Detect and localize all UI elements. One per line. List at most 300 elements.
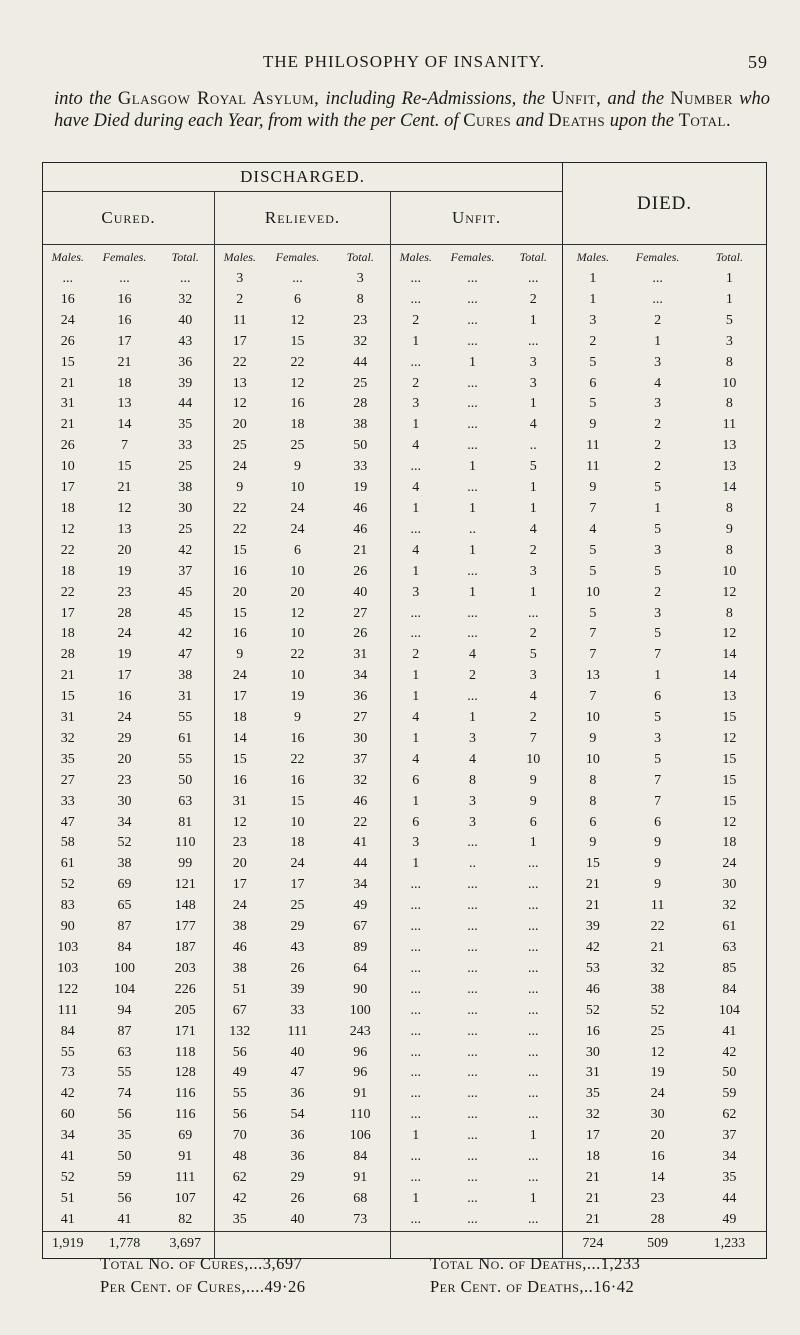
table-cell: 10 xyxy=(290,563,305,579)
table-cell: 1 xyxy=(563,269,623,290)
table-cell: 26 xyxy=(290,1190,305,1206)
table-row xyxy=(43,541,767,562)
intro-part: who have Died during each Year, from with the per Cent. of xyxy=(54,89,770,131)
table-cell: 10 xyxy=(290,480,305,496)
table-cell: 5 xyxy=(654,710,662,726)
table-cell: 5 xyxy=(654,521,662,537)
table-cell: 21 xyxy=(563,1168,623,1189)
died-header: DIED. xyxy=(563,163,767,245)
table-cell: 24 xyxy=(215,896,265,917)
column-header: Females. xyxy=(265,245,331,270)
table-cell: 12 xyxy=(43,520,93,541)
table-cell: 25 xyxy=(178,521,193,537)
table-cell: 63 xyxy=(693,938,767,959)
table-cell: 16 xyxy=(43,290,93,311)
table-cell: 32 xyxy=(693,896,767,917)
table-cell: 5 xyxy=(563,353,623,374)
table-cell: 1 xyxy=(529,312,537,328)
table-cell: ... xyxy=(467,291,478,307)
intro-asylum-name: Glasgow Royal Asylum, xyxy=(117,89,320,109)
table-cell: 7 xyxy=(654,772,662,788)
table-cell: 17 xyxy=(117,333,132,349)
table-cell: 40 xyxy=(353,584,368,600)
table-cell: 4 xyxy=(391,708,441,729)
table-cell: 74 xyxy=(117,1086,132,1102)
table-cell: 203 xyxy=(174,960,196,976)
column-header: Total. xyxy=(157,245,215,270)
table-cell: 33 xyxy=(178,438,193,454)
table-cell: ... xyxy=(467,1065,478,1081)
table-cell: 3 xyxy=(563,311,623,332)
table-cell: 22 xyxy=(650,919,665,935)
table-cell: 44 xyxy=(178,396,193,412)
table-cell: 12 xyxy=(693,624,767,645)
table-cell: 29 xyxy=(290,1169,305,1185)
table-row xyxy=(43,332,767,353)
table-cell: 31 xyxy=(178,689,193,705)
table-cell: ... xyxy=(528,605,539,621)
table-cell: ... xyxy=(391,875,441,896)
table-cell: 16 xyxy=(117,291,132,307)
table-cell: 87 xyxy=(117,919,132,935)
table-cell: 46 xyxy=(215,938,265,959)
table-cell: ... xyxy=(467,396,478,412)
table-cell: 4 xyxy=(529,521,537,537)
table-cell: 116 xyxy=(175,1107,196,1123)
table-cell: 38 xyxy=(215,959,265,980)
table-cell: ... xyxy=(180,271,191,286)
table-cell: ... xyxy=(391,1210,441,1231)
table-cell: 14 xyxy=(693,666,767,687)
table-cell: 22 xyxy=(290,647,305,663)
table-cell: 16 xyxy=(117,312,132,328)
table-cell: 2 xyxy=(391,374,441,395)
table-cell: 17 xyxy=(215,875,265,896)
table-cell: 128 xyxy=(174,1065,196,1081)
table-cell: 42 xyxy=(693,1043,767,1064)
table-cell: 34 xyxy=(43,1126,93,1147)
table-cell: 5 xyxy=(654,563,662,579)
table-cell: 17 xyxy=(117,668,132,684)
table-cell: 118 xyxy=(175,1044,196,1060)
table-cell: 52 xyxy=(563,1001,623,1022)
table-cell: 47 xyxy=(43,813,93,834)
table-cell: 6 xyxy=(654,814,662,830)
table-cell: 1 xyxy=(469,354,476,370)
table-cell: 40 xyxy=(178,312,193,328)
table-cell: 7 xyxy=(563,499,623,520)
table-row xyxy=(43,499,767,520)
table-cell: 55 xyxy=(178,751,193,767)
table-cell: 1 xyxy=(469,500,476,516)
table-cell: 29 xyxy=(290,919,305,935)
table-cell: 17 xyxy=(43,604,93,625)
table-cell: 41 xyxy=(353,835,368,851)
table-cell: ... xyxy=(467,1128,478,1144)
table-cell: .. xyxy=(469,521,476,537)
table-cell: 36 xyxy=(290,1149,305,1165)
table-cell: ... xyxy=(292,271,303,286)
table-cell: ... xyxy=(528,1169,539,1185)
table-cell: ... xyxy=(467,1149,478,1165)
table-cell: 10 xyxy=(563,708,623,729)
table-cell: 1 xyxy=(529,500,537,516)
table-cell: ... xyxy=(528,919,539,935)
table-cell: 85 xyxy=(693,959,767,980)
table-cell: 34 xyxy=(693,1147,767,1168)
table-cell: 28 xyxy=(353,396,368,412)
table-row xyxy=(43,792,767,813)
table-cell: 10 xyxy=(290,814,305,830)
table-cell: 83 xyxy=(43,896,93,917)
table-cell: 100 xyxy=(349,1002,371,1018)
table-cell: 23 xyxy=(650,1190,665,1206)
table-cell: 226 xyxy=(174,981,196,997)
table-cell: 90 xyxy=(43,917,93,938)
table-cell: 21 xyxy=(353,542,368,558)
table-cell: 47 xyxy=(290,1065,305,1081)
table-cell: 55 xyxy=(178,710,193,726)
table-cell: 22 xyxy=(290,751,305,767)
table-cell: 67 xyxy=(215,1001,265,1022)
table-cell: 31 xyxy=(563,1063,623,1084)
table-cell: 30 xyxy=(117,793,132,809)
table-cell: 23 xyxy=(117,772,132,788)
table-cell: 99 xyxy=(178,856,193,872)
table-cell: ... xyxy=(467,1086,478,1102)
table-cell: 9 xyxy=(693,520,767,541)
table-cell: 111 xyxy=(175,1169,196,1185)
table-cell: 19 xyxy=(117,563,132,579)
table-cell: 32 xyxy=(650,960,665,976)
table-cell: 35 xyxy=(178,417,193,433)
table-row xyxy=(43,875,767,896)
table-cell: 1 xyxy=(469,584,476,600)
table-cell: 13 xyxy=(117,396,132,412)
table-row xyxy=(43,269,767,290)
table-cell: ... xyxy=(528,333,539,349)
table-cell: 243 xyxy=(349,1023,371,1039)
table-cell: 31 xyxy=(353,647,368,663)
table-cell: ... xyxy=(391,1105,441,1126)
table-cell: 59 xyxy=(693,1084,767,1105)
table-cell: 22 xyxy=(43,583,93,604)
table-cell: 10 xyxy=(43,457,93,478)
table-cell: 5 xyxy=(693,311,767,332)
table-cell: 30 xyxy=(563,1043,623,1064)
table-cell: ... xyxy=(391,624,441,645)
table-cell: 21 xyxy=(563,1210,623,1231)
table-cell: ... xyxy=(391,1084,441,1105)
table-cell: ... xyxy=(391,457,441,478)
table-cell: 177 xyxy=(174,919,196,935)
table-cell: 5 xyxy=(529,459,537,475)
table-cell: 116 xyxy=(175,1086,196,1102)
table-cell: 52 xyxy=(650,1002,665,1018)
table-cell: 50 xyxy=(693,1063,767,1084)
total-cell: 1,778 xyxy=(93,1231,157,1258)
cures-percent-line: Per Cent. of Cures,....49·26 xyxy=(100,1277,306,1296)
column-header: Males. xyxy=(563,245,623,270)
table-cell: 69 xyxy=(117,877,132,893)
table-cell: 21 xyxy=(563,875,623,896)
table-cell: 21 xyxy=(43,374,93,395)
table-cell: ... xyxy=(467,271,478,286)
table-cell: 2 xyxy=(469,668,476,684)
table-cell: 22 xyxy=(290,354,305,370)
table-cell: 10 xyxy=(290,668,305,684)
table-cell: 45 xyxy=(178,605,193,621)
table-cell: 84 xyxy=(693,980,767,1001)
table-cell: 38 xyxy=(353,417,368,433)
table-cell: 28 xyxy=(650,1211,665,1227)
table-cell: ... xyxy=(528,1044,539,1060)
table-cell: 8 xyxy=(693,604,767,625)
table-cell: 18 xyxy=(43,499,93,520)
table-cell: 121 xyxy=(174,877,196,893)
table-cell: 21 xyxy=(117,480,132,496)
table-cell: 37 xyxy=(693,1126,767,1147)
deaths-percent-line: Per Cent. of Deaths,..16·42 xyxy=(430,1277,635,1296)
table-cell: 15 xyxy=(215,604,265,625)
table-cell: 41 xyxy=(693,1022,767,1043)
table-cell: 20 xyxy=(117,542,132,558)
table-cell: 12 xyxy=(290,605,305,621)
table-cell: 8 xyxy=(693,353,767,374)
table-cell: 1 xyxy=(529,1128,537,1144)
table-cell: 94 xyxy=(117,1002,132,1018)
table-cell: 68 xyxy=(353,1190,368,1206)
column-header: Males. xyxy=(215,245,265,270)
table-cell: 16 xyxy=(215,562,265,583)
table-cell: 35 xyxy=(117,1128,132,1144)
table-cell: 9 xyxy=(563,415,623,436)
table-cell: 9 xyxy=(563,729,623,750)
table-cell: ... xyxy=(467,1211,478,1227)
table-cell: ... xyxy=(467,940,478,955)
table-cell: 2 xyxy=(215,290,265,311)
table-cell: ... xyxy=(467,1190,478,1206)
table-cell: 14 xyxy=(693,645,767,666)
table-row xyxy=(43,813,767,834)
table-cell: 90 xyxy=(353,981,368,997)
table-cell: 26 xyxy=(43,332,93,353)
table-cell: 14 xyxy=(693,478,767,499)
table-row xyxy=(43,1001,767,1022)
table-cell: 6 xyxy=(563,374,623,395)
table-row xyxy=(43,1043,767,1064)
table-cell: 110 xyxy=(175,835,196,851)
table-row xyxy=(43,771,767,792)
table-cell: 18 xyxy=(117,375,132,391)
table-cell: 49 xyxy=(215,1063,265,1084)
table-row xyxy=(43,1084,767,1105)
table-cell: 25 xyxy=(650,1023,665,1039)
table-cell: 52 xyxy=(43,1168,93,1189)
table-cell: 15 xyxy=(215,750,265,771)
table-cell: 24 xyxy=(117,710,132,726)
table-cell: 6 xyxy=(294,542,301,558)
table-row xyxy=(43,374,767,395)
table-cell: 18 xyxy=(290,417,305,433)
table-cell: 56 xyxy=(215,1043,265,1064)
table-cell: 3 xyxy=(654,605,662,621)
table-cell: 84 xyxy=(353,1149,368,1165)
table-cell: 19 xyxy=(650,1065,665,1081)
table-cell: 13 xyxy=(693,457,767,478)
table-cell: 42 xyxy=(178,626,193,642)
table-cell: 30 xyxy=(178,500,193,516)
table-cell: 10 xyxy=(693,374,767,395)
table-cell: 38 xyxy=(117,856,132,872)
table-cell: 7 xyxy=(654,647,662,663)
table-cell: ... xyxy=(528,1211,539,1227)
table-cell: 24 xyxy=(117,626,132,642)
table-cell: 40 xyxy=(290,1211,305,1227)
table-cell: 30 xyxy=(693,875,767,896)
table-cell: 148 xyxy=(174,898,196,914)
table-cell: 69 xyxy=(178,1128,193,1144)
table-cell: ... xyxy=(467,417,478,433)
total-cell: 1,919 xyxy=(43,1231,93,1258)
table-cell: 84 xyxy=(43,1022,93,1043)
table-row xyxy=(43,624,767,645)
table-cell: 65 xyxy=(117,898,132,914)
table-cell: 5 xyxy=(563,394,623,415)
table-cell: ... xyxy=(467,919,478,935)
table-cell: 9 xyxy=(563,833,623,854)
table-cell: ... xyxy=(528,981,539,997)
table-cell: 104 xyxy=(114,981,135,997)
table-cell: 28 xyxy=(43,645,93,666)
table-cell: 4 xyxy=(391,541,441,562)
table-cell: 42 xyxy=(563,938,623,959)
table-cell: 26 xyxy=(353,563,368,579)
table-cell: 37 xyxy=(353,751,368,767)
table-cell: 8 xyxy=(563,792,623,813)
table-cell: 107 xyxy=(174,1190,196,1206)
table-cell: 111 xyxy=(43,1001,93,1022)
table-row xyxy=(43,938,767,959)
table-cell: 12 xyxy=(693,729,767,750)
table-cell: 9 xyxy=(529,793,537,809)
intro-total: Total. xyxy=(678,111,732,131)
table-cell: 26 xyxy=(290,960,305,976)
table-cell: 1 xyxy=(469,459,476,475)
table-cell: 12 xyxy=(215,394,265,415)
table-cell: ... xyxy=(467,312,478,328)
column-header: Females. xyxy=(93,245,157,270)
table-cell: 17 xyxy=(215,332,265,353)
table-cell: 110 xyxy=(350,1107,371,1123)
table-cell: 2 xyxy=(391,645,441,666)
table-cell: 26 xyxy=(353,626,368,642)
table-row xyxy=(43,583,767,604)
table-cell: 9 xyxy=(654,835,662,851)
table-cell: ... xyxy=(528,1023,539,1039)
table-cell: 91 xyxy=(353,1169,368,1185)
table-cell: 9 xyxy=(215,478,265,499)
table-cell: 1 xyxy=(391,562,441,583)
table-cell: 14 xyxy=(215,729,265,750)
table-cell: 3 xyxy=(654,542,662,558)
table-cell: 91 xyxy=(178,1149,193,1165)
table-cell: 11 xyxy=(693,415,767,436)
intro-cures: Cures xyxy=(463,111,512,131)
column-header: Females. xyxy=(441,245,505,270)
table-cell: 5 xyxy=(654,626,662,642)
table-cell: 32 xyxy=(43,729,93,750)
table-cell: 41 xyxy=(117,1211,132,1227)
table-cell: 7 xyxy=(563,645,623,666)
table-cell: 3 xyxy=(529,563,537,579)
table-cell: 56 xyxy=(117,1107,132,1123)
table-cell: 1 xyxy=(391,332,441,353)
table-row xyxy=(43,687,767,708)
table-cell: 38 xyxy=(215,917,265,938)
table-cell: ... xyxy=(467,563,478,579)
table-cell: ... xyxy=(467,689,478,705)
page-number: 59 xyxy=(748,52,768,72)
table-cell: 7 xyxy=(563,624,623,645)
table-cell: 44 xyxy=(693,1189,767,1210)
table-cell: 1 xyxy=(529,396,537,412)
table-row xyxy=(43,1022,767,1043)
table-cell: 22 xyxy=(215,499,265,520)
table-cell: 38 xyxy=(178,480,193,496)
table-cell: 41 xyxy=(43,1210,93,1231)
table-cell: ... xyxy=(528,1002,539,1018)
table-cell: 2 xyxy=(654,417,662,433)
table-cell: 171 xyxy=(174,1023,196,1039)
table-cell: 50 xyxy=(117,1149,132,1165)
table-cell: 6 xyxy=(391,771,441,792)
table-cell: 104 xyxy=(693,1001,767,1022)
table-cell: 11 xyxy=(563,457,623,478)
table-cell: 35 xyxy=(215,1210,265,1231)
table-cell: 12 xyxy=(650,1044,665,1060)
table-cell: 13 xyxy=(117,521,132,537)
table-cell: 67 xyxy=(353,919,368,935)
table-cell: 8 xyxy=(693,394,767,415)
table-cell: 46 xyxy=(563,980,623,1001)
table-cell: 10 xyxy=(290,626,305,642)
table-cell: 6 xyxy=(294,291,301,307)
table-cell: ... xyxy=(391,938,441,959)
table-cell: 34 xyxy=(353,668,368,684)
table-cell: ... xyxy=(391,959,441,980)
table-cell: 64 xyxy=(353,960,368,976)
table-cell: 12 xyxy=(693,583,767,604)
table-cell: 87 xyxy=(117,1023,132,1039)
table-cell: 1 xyxy=(693,269,767,290)
table-cell: 15 xyxy=(693,708,767,729)
table-cell: 18 xyxy=(43,562,93,583)
table-cell: 17 xyxy=(215,687,265,708)
table-cell: 24 xyxy=(693,854,767,875)
table-cell: 15 xyxy=(43,687,93,708)
table-cell: 32 xyxy=(563,1105,623,1126)
group-unfit-header: Unfit. xyxy=(391,192,563,245)
table-cell: 38 xyxy=(650,981,665,997)
table-cell: 3 xyxy=(654,730,662,746)
table-cell: 31 xyxy=(215,792,265,813)
table-cell: 20 xyxy=(290,584,305,600)
table-cell: 5 xyxy=(654,480,662,496)
table-cell: 2 xyxy=(654,438,662,454)
table-cell: 21 xyxy=(43,666,93,687)
intro-part: including Re-Admissions, the xyxy=(319,89,552,109)
